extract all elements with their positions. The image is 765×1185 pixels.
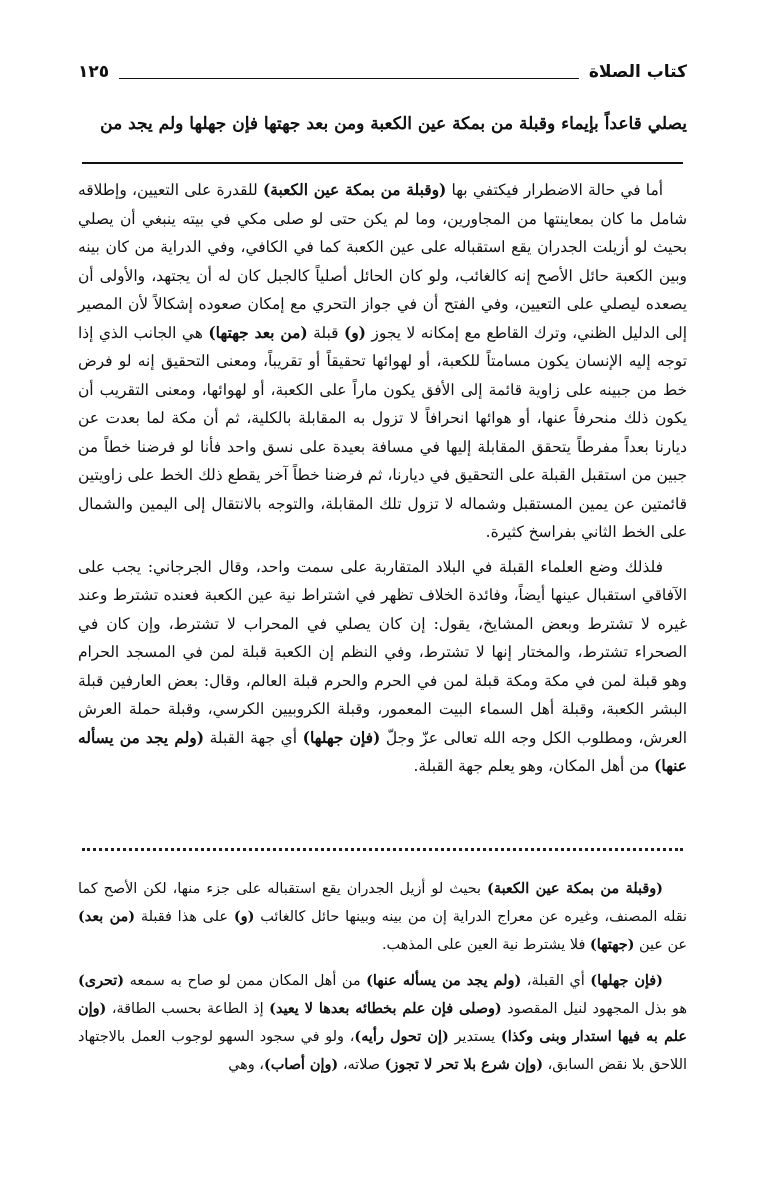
sharh-text: قبلة [307,323,344,342]
sharh-quote: (ولم يجد من يسأله عنها) [78,728,687,775]
hashiya-text: على هذا فقبلة [135,909,234,925]
sharh-paragraph-2 [78,553,687,781]
hashiya-quote: (تحرى) [78,972,125,989]
hashiya-text: أي القبلة، [521,973,591,989]
hashiya-quote: (من بعد) [78,908,136,925]
sharh-quote: (و) [343,323,366,342]
header-rule [119,78,579,79]
sharh-commentary [78,176,687,781]
hashiya-paragraph-2 [78,967,687,1079]
dotted-separator [82,848,683,851]
matn-separator [82,162,683,164]
hashiya-footnotes [78,875,687,1079]
sharh-text: هي الجانب الذي إذا توجه إليه الإنسان يكون مسامتاً للكعبة، أو لهوائها تحقيقاً أو تقريباً، ومعنى التحقيق إنه لو فرض خط من جبينه على زاوية قائمة إلى الأفق يكون ماراً على الكعبة، أو لهوائها، ومعنى التقريب أن يكون ذلك منحرفاً عنها، أو هوائها انحرافاً لا تزول به المقابلة بالكلية، ثم أن مكة لما بعدت عن ديارنا بعداً مفرطاً يتحقق المقابلة إليها في مسافة بعيدة على نسق واحد فأنا لو فرضنا خطاً من جبين من استقبل القبلة على التحقيق في ديارنا، ثم فرضنا خطاً آخر يقطع ذلك الخط على زاويتين قائمتين عن يمين المستقبل وشماله لا تزول تلك المقابلة، والتوجه بالانتقال إلى اليمين والشمال على الخط الثاني بفراسخ كثيرة. [78,323,687,541]
chapter-title: كتاب الصلاة [588,62,687,82]
sharh-text: فلذلك وضع العلماء القبلة في البلاد المتقاربة على سمت واحد، وقال الجرجاني: يجب على الآفاقي استقبال عينها أيضاً، وفائدة الخلاف تظهر في اشتراط نية عين الكعبة فعنده تشترط وعند غيره لا تشترط وبعض المشايخ، يقول: إن كان يصلي في المحراب لا تشترط، وإن كان في الصحراء تشترط، والمختار إنها لا تشترط، وفي النظم إن الكعبة قبلة لمن في المسجد الحرام وهو قبلة لمن في مكة ومكة قبلة لمن في الحرم والحرم قبلة العالم، وقال: بعض العارفين قبلة البشر الكعبة، وقبلة أهل السماء البيت المعمور، وقبلة الكروبيين الكرسي، وقبلة حملة العرش العرش، ومطلوب الكل وجه الله تعالى عزّ وجلّ [78,557,688,747]
sharh-paragraph-1 [78,176,687,547]
hashiya-paragraph-1 [78,875,687,959]
sharh-text: أما في حالة الاضطرار فيكتفي بها [446,181,663,199]
sharh-quote: (فإن جهلها) [302,728,381,747]
hashiya-text: فلا يشترط نية العين على المذهب. [381,937,590,953]
page-number: ١٢٥ [78,62,110,82]
hashiya-text: هو بذل المجهود لنيل المقصود [501,1001,687,1017]
hashiya-quote: (جهتها) [589,936,635,953]
hashiya-text: ، ولو في سجود السهو لوجوب العمل بالاجتهاد اللاحق بلا نقض السابق، [78,1029,687,1073]
sharh-text: من أهل المكان، وهو يعلم جهة القبلة. [413,757,655,775]
hashiya-quote: (ولم يجد من يسأله عنها) [366,972,522,989]
hashiya-text: إذ الطاعة بحسب الطاقة، [106,1001,270,1017]
running-header [78,58,687,86]
hashiya-text: بحيث لو أزيل الجدران يقع استقباله على جزء منها، لكن الأصح كما نقله المصنف، وغيره عن معراج الدراية إن من بينه وبينها حائل كالغائب [78,881,687,925]
hashiya-quote: (وصلى فإن علم بخطائه بعدها لا يعيد) [269,1000,502,1017]
matn-line: يصلي قاعداً بإيماء وقبلة من بمكة عين الكعبة ومن بعد جهتها فإن جهلها ولم يجد من [100,114,687,134]
hashiya-quote: (وإن شرع بلا تحر لا تجوز) [384,1056,544,1073]
hashiya-text: من أهل المكان ممن لو صاح به سمعه [124,973,367,989]
hashiya-quote: (و) [233,908,255,925]
hashiya-quote: (وقبلة من بمكة عين الكعبة) [487,880,663,897]
sharh-quote: (من بعد جهتها) [208,323,308,342]
hashiya-quote: (وإن أصاب) [263,1056,339,1073]
hashiya-text: ، وهي [228,1057,264,1073]
sharh-text: أي جهة القبلة [204,728,303,747]
sharh-text: للقدرة على التعيين، وإطلاقه شامل ما كان بمعاينتها من المجاورين، وما لم يكن حتى لو صلى مكي في بيته ينبغي أن يصلي بحيث لو أزيلت الجدران يقع استقباله على عين الكعبة كما في الكافي، وفي الدراية من كان بينه وبين الكعبة حائل الأصح إنه كالغائب، ولو كان الحائل أصلياً كالجبل كان له أن يجتهد، والأولى أن يصعده ليصلي على التعيين، وفي الفتح أن في جواز التحري مع إمكان صعوده إشكالاً لأن المصير إلى الدليل الظني، وترك القاطع مع إمكانه لا يجوز [78,181,687,342]
hashiya-text: صلاته، [338,1057,385,1073]
hashiya-quote: (إن تحول رأيه) [354,1028,449,1045]
hashiya-text: يستدير [448,1029,501,1045]
hashiya-quote: (فإن جهلها) [590,972,663,989]
sharh-quote: (وقبلة من بمكة عين الكعبة) [262,181,447,199]
hashiya-text: عن عين [634,937,687,953]
matn-text [78,104,687,144]
hashiya-quote: (وإن علم به فيها استدار وبنى وكذا) [78,1000,687,1045]
